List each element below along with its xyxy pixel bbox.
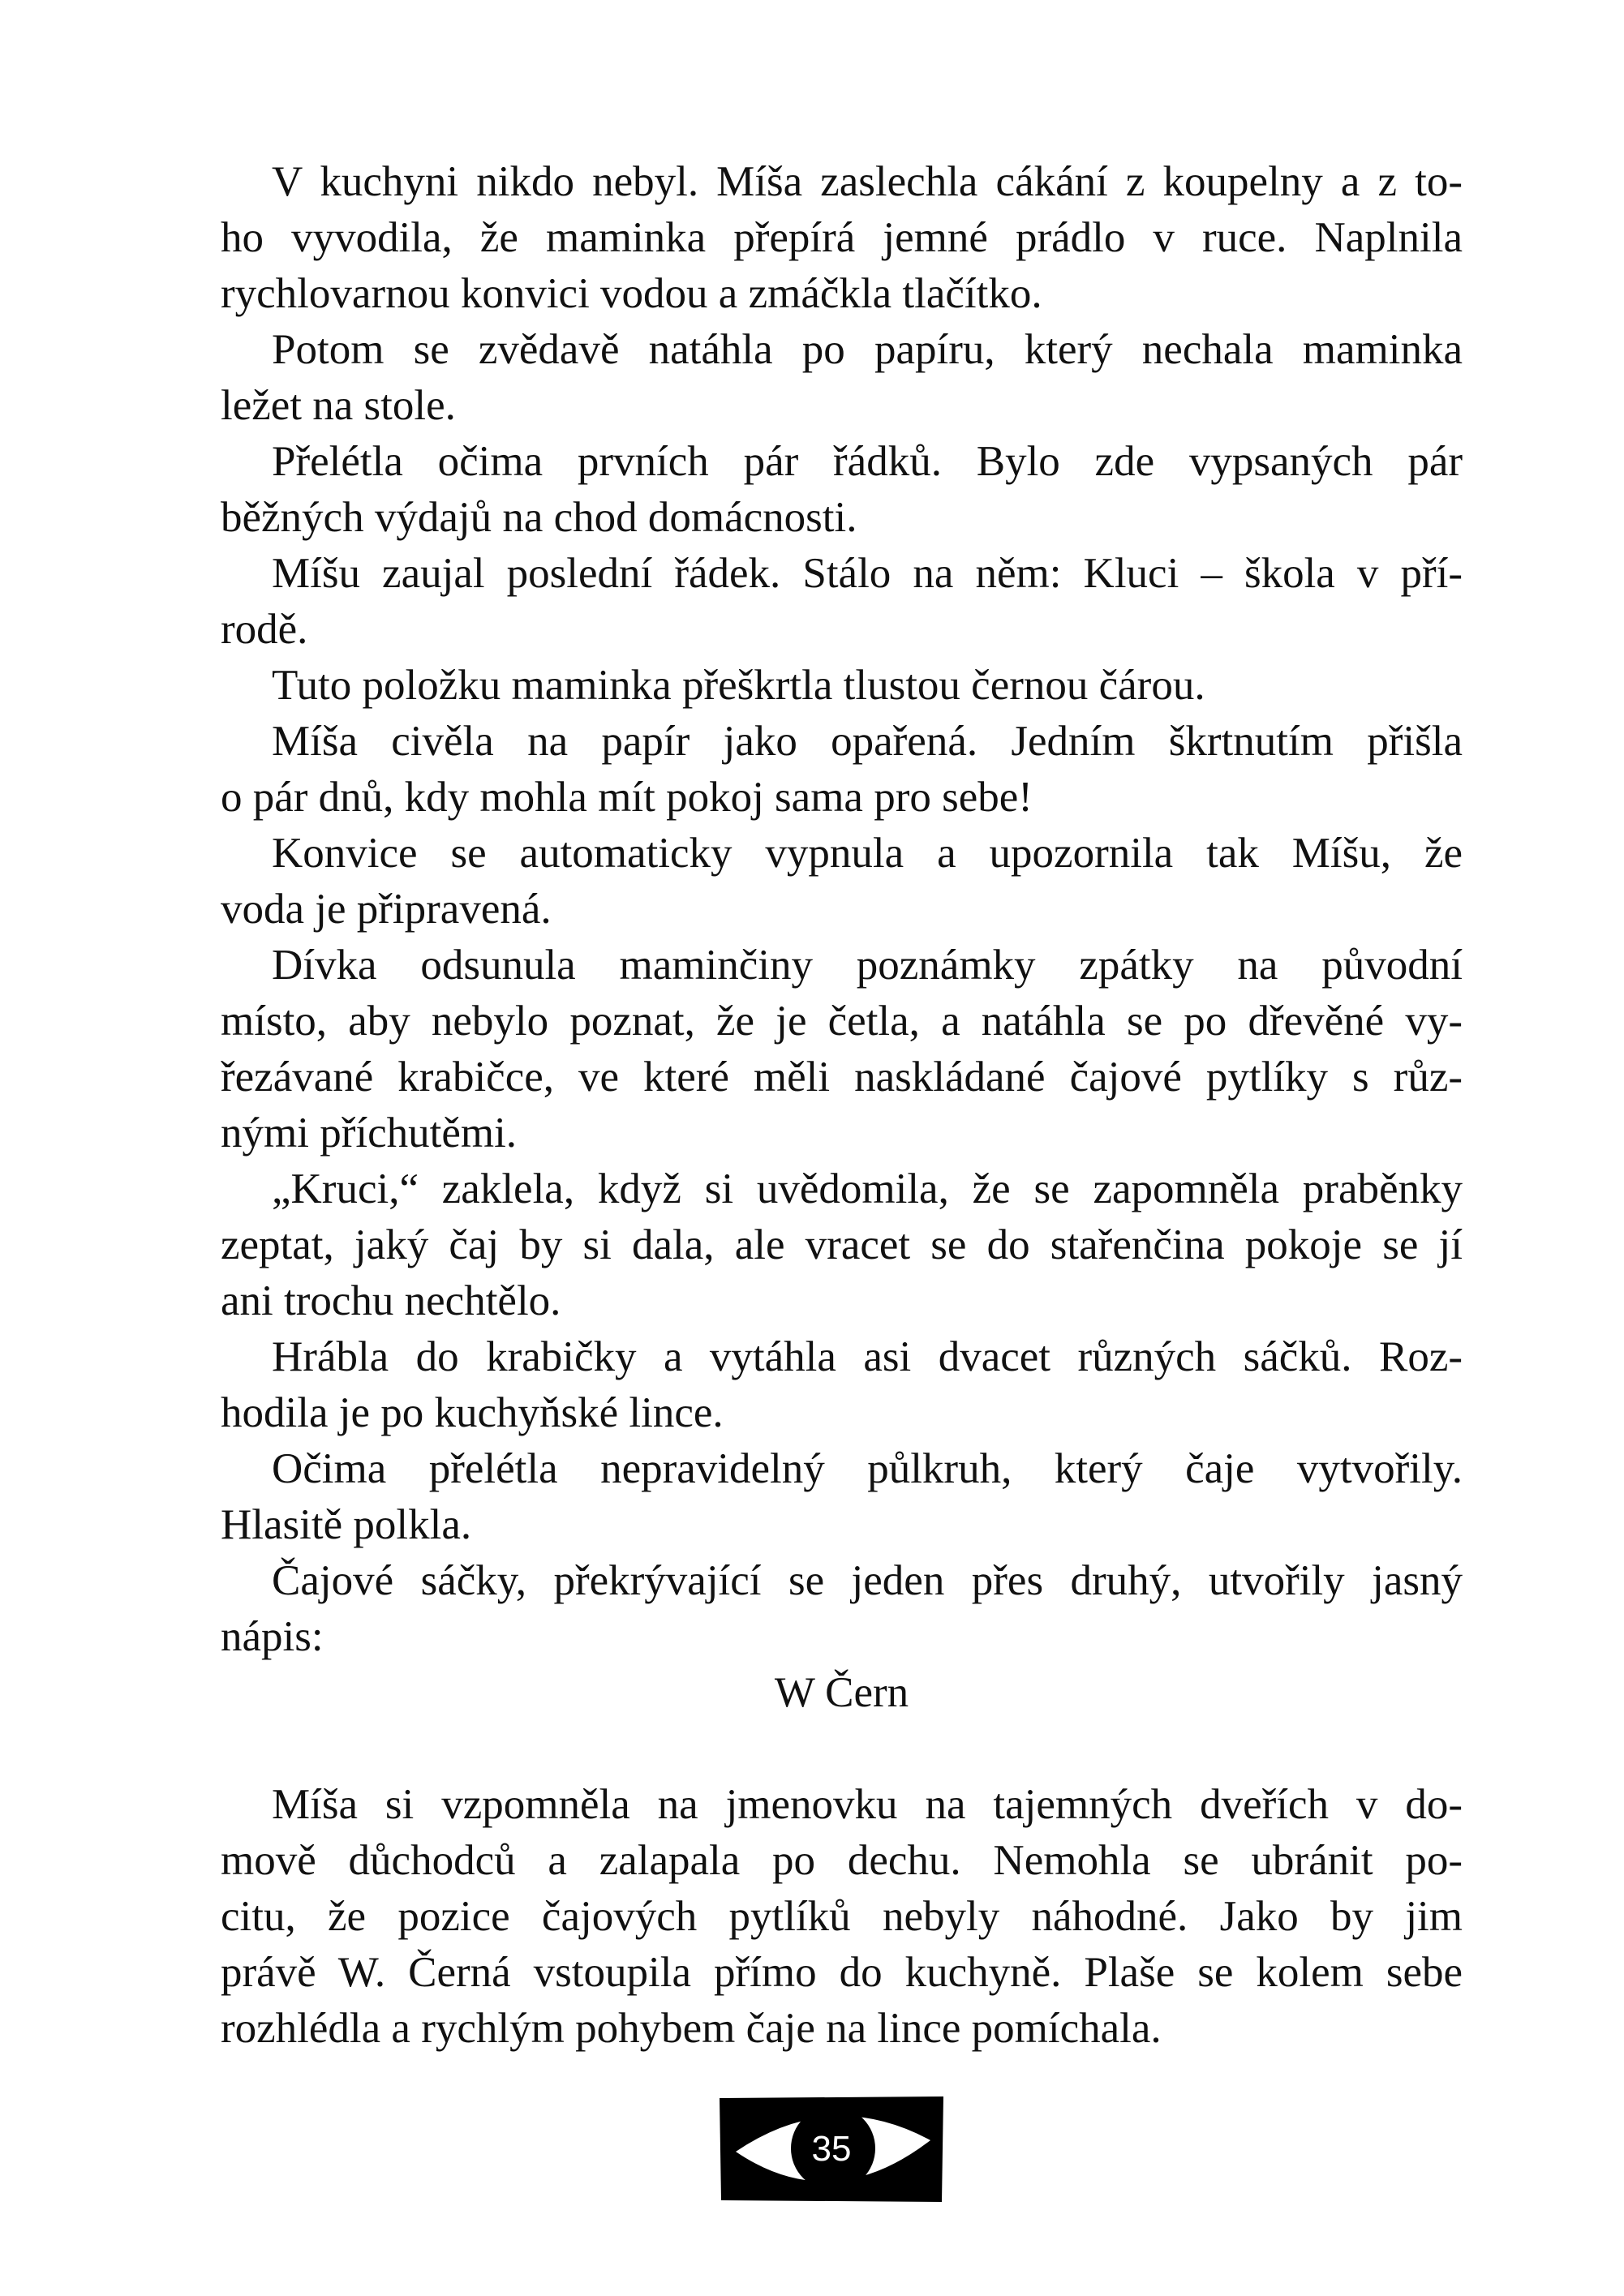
text-line: voda je připravená. — [221, 886, 552, 933]
centered-line: W Čern — [774, 1669, 909, 1716]
text-line: Míša civěla na papír jako opařená. Jedním škrtnutím přišla — [272, 718, 1463, 765]
text-line: řezávané krabičce, ve které měli naskládané čajové pytlíky s růz- — [221, 1054, 1463, 1101]
text-line: o pár dnů, kdy mohla mít pokoj sama pro sebe! — [221, 774, 1033, 821]
blank-line — [221, 1721, 1463, 1777]
text-line: ležet na stole. — [221, 382, 456, 429]
body-text — [221, 154, 1463, 2057]
text-line: nými příchutěmi. — [221, 1109, 518, 1157]
text-line: citu, že pozice čajových pytlíků nebyly náhodné. Jako by jim — [221, 1893, 1463, 1940]
page-number: 35 — [811, 2129, 852, 2169]
text-line: Konvice se automaticky vypnula a upozornila tak Míšu, že — [272, 830, 1463, 877]
text-line: Čajové sáčky, překrývající se jeden přes druhý, utvořily jasný — [272, 1557, 1463, 1604]
text-line: Hrábla do krabičky a vytáhla asi dvacet různých sáčků. Roz- — [272, 1333, 1463, 1380]
text-line: Dívka odsunula maminčiny poznámky zpátky na původní — [272, 942, 1463, 989]
text-line: Očima přelétla nepravidelný půlkruh, který čaje vytvořily. — [272, 1445, 1463, 1492]
text-line: právě W. Černá vstoupila přímo do kuchyně. Plaše se kolem sebe — [221, 1949, 1463, 1996]
text-line: Přelétla očima prvních pár řádků. Bylo zde vypsaných pár — [272, 438, 1463, 485]
text-line: běžných výdajů na chod domácnosti. — [221, 494, 857, 541]
text-line: nápis: — [221, 1613, 324, 1660]
text-line: rychlovarnou konvici vodou a zmáčkla tlačítko. — [221, 270, 1042, 317]
text-line: zeptat, jaký čaj by si dala, ale vracet se do stařenčina pokoje se jí — [221, 1221, 1463, 1268]
text-line: Míšu zaujal poslední řádek. Stálo na něm: Kluci – škola v pří- — [272, 550, 1463, 597]
text-line: ho vyvodila, že maminka přepírá jemné prádlo v ruce. Naplnila — [221, 214, 1463, 261]
text-line: Míša si vzpomněla na jmenovku na tajemných dveřích v do- — [272, 1781, 1463, 1828]
text-line: Potom se zvědavě natáhla po papíru, který nechala maminka — [272, 326, 1463, 373]
text-line: hodila je po kuchyňské lince. — [221, 1389, 724, 1436]
text-line: místo, aby nebylo poznat, že je četla, a natáhla se po dřevěné vy- — [221, 998, 1463, 1045]
text-line: ani trochu nechtělo. — [221, 1277, 561, 1324]
text-line: mově důchodců a zalapala po dechu. Nemohla se ubránit po- — [221, 1837, 1463, 1884]
text-line: rodě. — [221, 606, 308, 653]
text-line: Hlasitě polkla. — [221, 1501, 472, 1548]
text-line: V kuchyni nikdo nebyl. Míša zaslechla cákání z koupelny a z to- — [272, 158, 1463, 205]
text-line: rozhlédla a rychlým pohybem čaje na lince pomíchala. — [221, 2005, 1162, 2052]
text-line: „Kruci,“ zaklela, když si uvědomila, že se zapomněla praběnky — [272, 1165, 1463, 1212]
text-line: Tuto položku maminka přeškrtla tlustou černou čárou. — [272, 662, 1205, 709]
